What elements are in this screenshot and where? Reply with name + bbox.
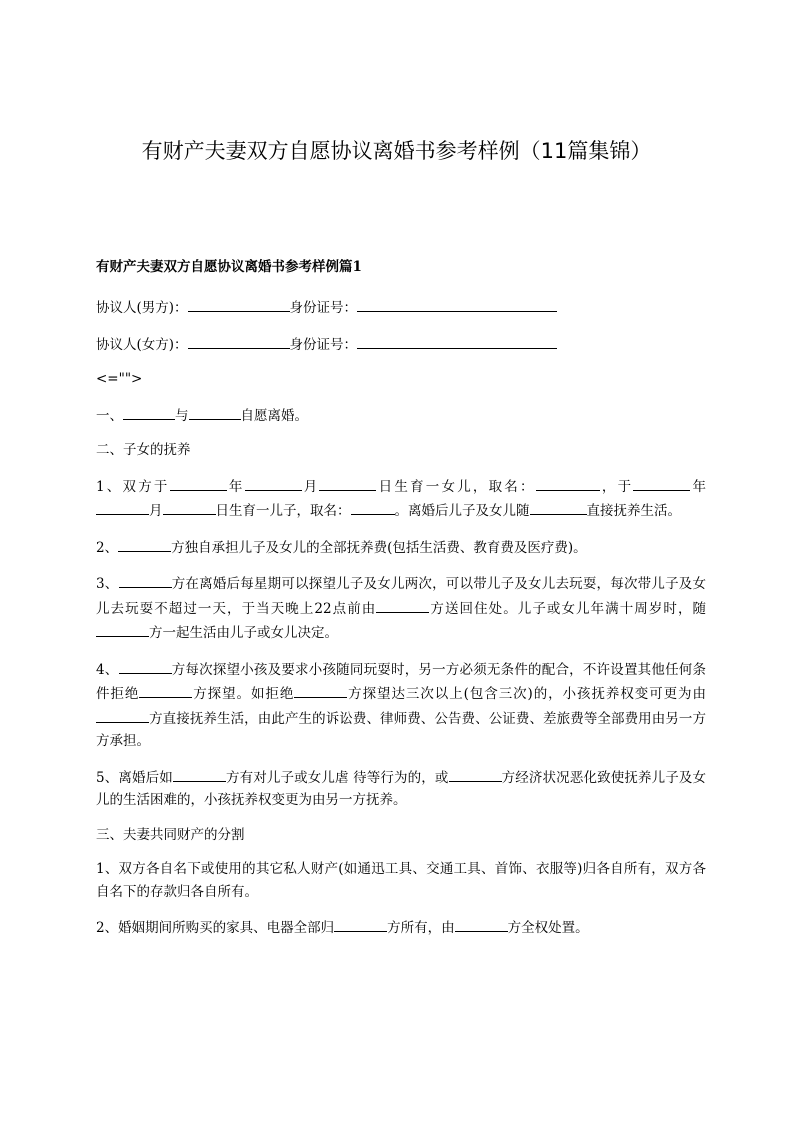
item-2-1-text: 年	[690, 478, 707, 495]
clause-1-suffix: 自愿离婚。	[240, 407, 308, 424]
item-3-1: 1、双方各自名下或使用的其它私人财产(如通迅工具、交通工具、首饰、衣服等)归各自所有，双方各自名下的存款归各自所有。	[96, 861, 706, 900]
item-2-1-text: ，于	[599, 478, 634, 495]
item-2-5-text: 5、离婚后如	[96, 769, 173, 786]
blank	[119, 571, 172, 588]
blank	[96, 620, 149, 637]
item-2-1-text: 月	[149, 503, 163, 519]
document-title: 有财产夫妻双方自愿协议离婚书参考样例（11篇集锦）	[141, 139, 652, 163]
clause-2-heading: 二、子女的抚养	[96, 442, 191, 458]
wife-name-blank	[188, 332, 290, 349]
item-2-4-text: 方每次探望小孩及要求小孩随同玩耍时，另一方必须无条件的配合，不许设置其他任何条件拒绝	[96, 661, 706, 702]
clause-1	[96, 403, 706, 428]
blank	[294, 681, 347, 698]
item-2-4-text: 4、	[96, 661, 119, 678]
item-3-2-text: 方所有，由	[387, 920, 455, 936]
clause-1-blank-b	[189, 403, 241, 420]
blank	[319, 474, 376, 491]
wife-id-blank	[357, 332, 557, 349]
item-2-3-text: 方在离婚后每星期可以探望儿子及女儿两次，可以带儿子及女儿去玩耍，每次带儿子及女儿去玩耍不超过一天，于当天晚上22点前由	[96, 576, 706, 617]
husband-name-blank	[188, 295, 290, 312]
wife-party-line	[96, 332, 706, 357]
husband-id-label: 身份证号：	[289, 300, 358, 316]
blank	[96, 706, 149, 723]
husband-label: 协议人(男方)：	[96, 300, 188, 316]
document-body	[96, 256, 706, 952]
section-heading: 有财产夫妻双方自愿协议离婚书参考样例篇1	[96, 259, 362, 275]
item-3-2-text: 2、婚姻期间所购买的家具、电器全部归	[96, 920, 335, 936]
item-2-3-text: 方送回住处。儿子或女儿年满十周岁时，随	[429, 600, 706, 617]
blank	[530, 498, 587, 515]
item-2-1-text: 月	[301, 478, 320, 495]
clause-3-heading: 三、夫妻共同财产的分割	[96, 826, 245, 843]
item-2-4-text: 方探望。如拒绝	[192, 686, 295, 702]
wife-label: 协议人(女方)：	[96, 336, 188, 353]
clause-1-mid: 与	[175, 407, 189, 424]
item-2-2	[96, 535, 706, 560]
item-2-2-text: 2、	[96, 539, 119, 556]
blank	[163, 498, 216, 515]
item-2-1-text: 年	[226, 478, 245, 495]
blank	[334, 915, 387, 932]
item-2-1	[96, 474, 706, 523]
blank	[351, 498, 395, 515]
item-2-1-text: 。离婚后儿子及女儿随	[394, 503, 530, 519]
item-2-3-text: 方一起生活由儿子或女儿决定。	[149, 625, 338, 641]
blank	[536, 474, 600, 491]
item-2-5	[96, 765, 706, 812]
blank	[118, 535, 171, 552]
item-3-2	[96, 915, 706, 940]
husband-party-line	[96, 295, 706, 320]
clause-1-prefix: 一、	[96, 407, 123, 424]
item-2-1-text: 日生育一女儿，取名：	[376, 478, 536, 495]
item-2-3-text: 3、	[96, 576, 119, 592]
item-2-3	[96, 571, 706, 645]
blank	[449, 765, 502, 782]
item-2-5-text: 方经济状况恶化致使抚养儿子及女儿的生活困难的，小孩抚养权变更为由另一方抚养。	[96, 769, 706, 808]
blank	[633, 474, 690, 491]
husband-id-blank	[357, 295, 557, 312]
wife-id-label: 身份证号：	[289, 336, 358, 353]
blank	[455, 915, 508, 932]
item-2-1-text: 1、双方于	[96, 478, 170, 495]
item-2-4-text: 方探望达三次以上(包含三次)的，小孩抚养权变可更为由	[347, 686, 706, 702]
stray-markup-text: <="">	[96, 371, 143, 387]
blank	[376, 596, 429, 613]
item-2-4-text: 方直接抚养生活，由此产生的诉讼费、律师费、公告费、公证费、差旅费等全部费用由另一方方承担。	[96, 710, 706, 749]
clause-1-blank-a	[123, 403, 175, 420]
item-3-2-text: 方全权处置。	[507, 920, 589, 936]
blank	[170, 474, 227, 491]
item-2-1-text: 日生育一儿子，取名：	[215, 503, 351, 519]
blank	[139, 681, 192, 698]
item-2-2-text: 方独自承担儿子及女儿的全部抚养费(包括生活费、教育费及医疗费)。	[171, 539, 587, 556]
blank	[245, 474, 302, 491]
blank	[119, 657, 172, 674]
blank	[96, 498, 149, 515]
blank	[173, 765, 226, 782]
item-2-5-text: 方有对儿子或女儿虐 待等行为的，或	[225, 769, 449, 786]
item-2-4	[96, 657, 706, 753]
item-2-1-text: 直接抚养生活。	[586, 503, 681, 519]
